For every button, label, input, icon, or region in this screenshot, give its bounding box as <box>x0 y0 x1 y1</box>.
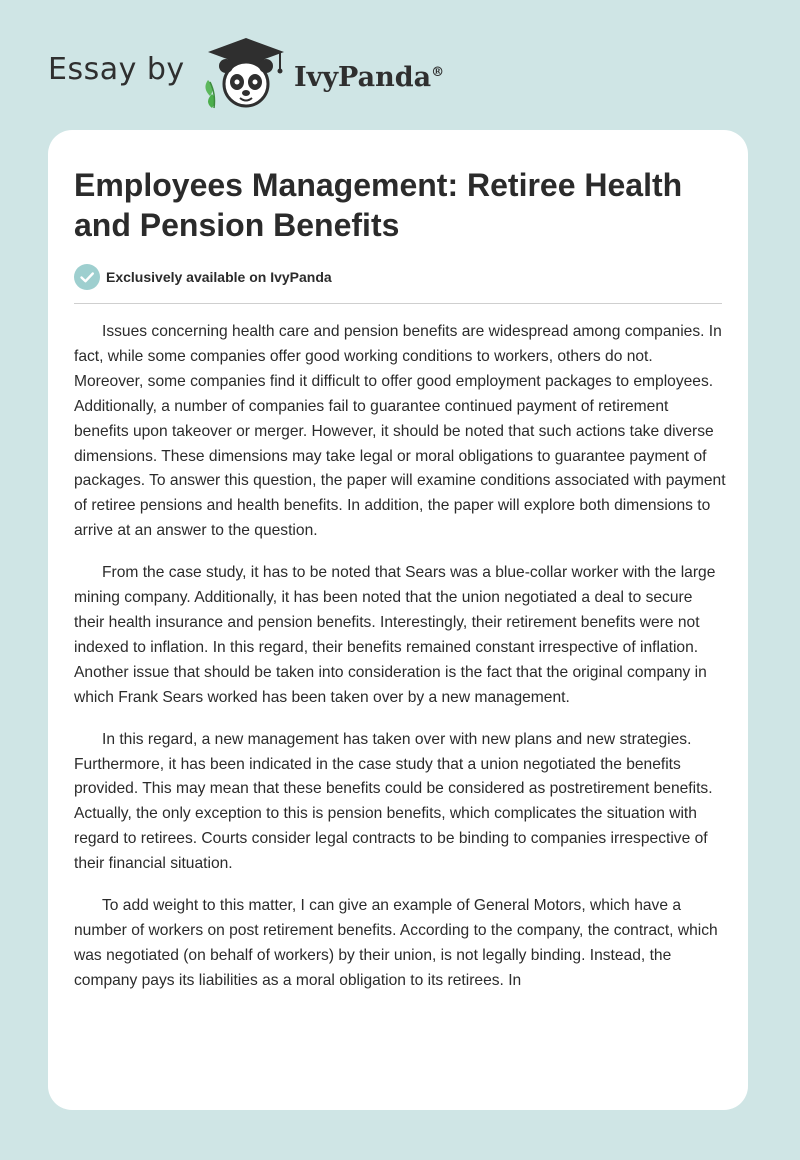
panda-graduate-icon[interactable] <box>198 36 294 110</box>
divider <box>74 303 722 304</box>
brand-name[interactable] <box>294 53 444 98</box>
exclusive-badge-text: Exclusively available on IvyPanda <box>106 269 332 285</box>
site-header <box>0 0 800 130</box>
paragraph-4: To add weight to this matter, I can give an example of General Motors, which have a number of workers on post retirement benefits. According to the company, the contract, which was negotiated (on behalf of workers) by their union, is not legally binding. Instead, the company pays its liabilities as a moral obligation to its retirees. In <box>74 897 718 989</box>
paragraph-3: In this regard, a new management has taken over with new plans and new strategies. Furthermore, it has been indicated in the case study that a union negotiated the benefits provided. This may mean that these benefits could be considered as postretirement benefits. Actually, the only exception to this is pension benefits, which complicates the situation with regard to retirees. Courts consider legal contracts to be binding to companies irrespective of their financial situation. <box>74 730 713 873</box>
paragraph-2: From the case study, it has to be noted that Sears was a blue-collar worker with the large mining company. Additionally, it has been noted that the union negotiated a deal to secure their health insurance and pension benefits. Interestingly, their retirement benefits were not indexed to inflation. In this regard, their benefits remained constant irrespective of inflation. Another issue that should be taken into consideration is the fact that the original company in which Frank Sears worked has been taken over by a new management. <box>74 564 716 706</box>
exclusive-badge <box>74 264 332 290</box>
brand-name-text: IvyPanda <box>294 62 432 93</box>
essay-card <box>48 130 748 1110</box>
paragraph-1: Issues concerning health care and pension benefits are widespread among companies. In fact, while some companies offer good working conditions to workers, others do not. Moreover, some companies find it difficult to offer good employment packages to employees. Additionally, a number of companies fail to guarantee continued payment of retirement benefits upon takeover or merger. However, it should be noted that such actions take diverse dimensions. These dimensions may take legal or moral obligations to guarantee payment of packages. To answer this question, the paper will examine conditions associated with payment of retiree pensions and health benefits. In addition, the paper will explore both dimensions to arrive at an answer to the question. <box>74 323 726 540</box>
essay-title: Employees Management: Retiree Health and Pension Benefits <box>74 167 683 243</box>
essay-by-label: Essay by <box>48 52 185 87</box>
essay-body <box>74 320 726 1011</box>
registered-mark: ® <box>431 65 445 80</box>
check-circle-icon <box>74 264 100 290</box>
